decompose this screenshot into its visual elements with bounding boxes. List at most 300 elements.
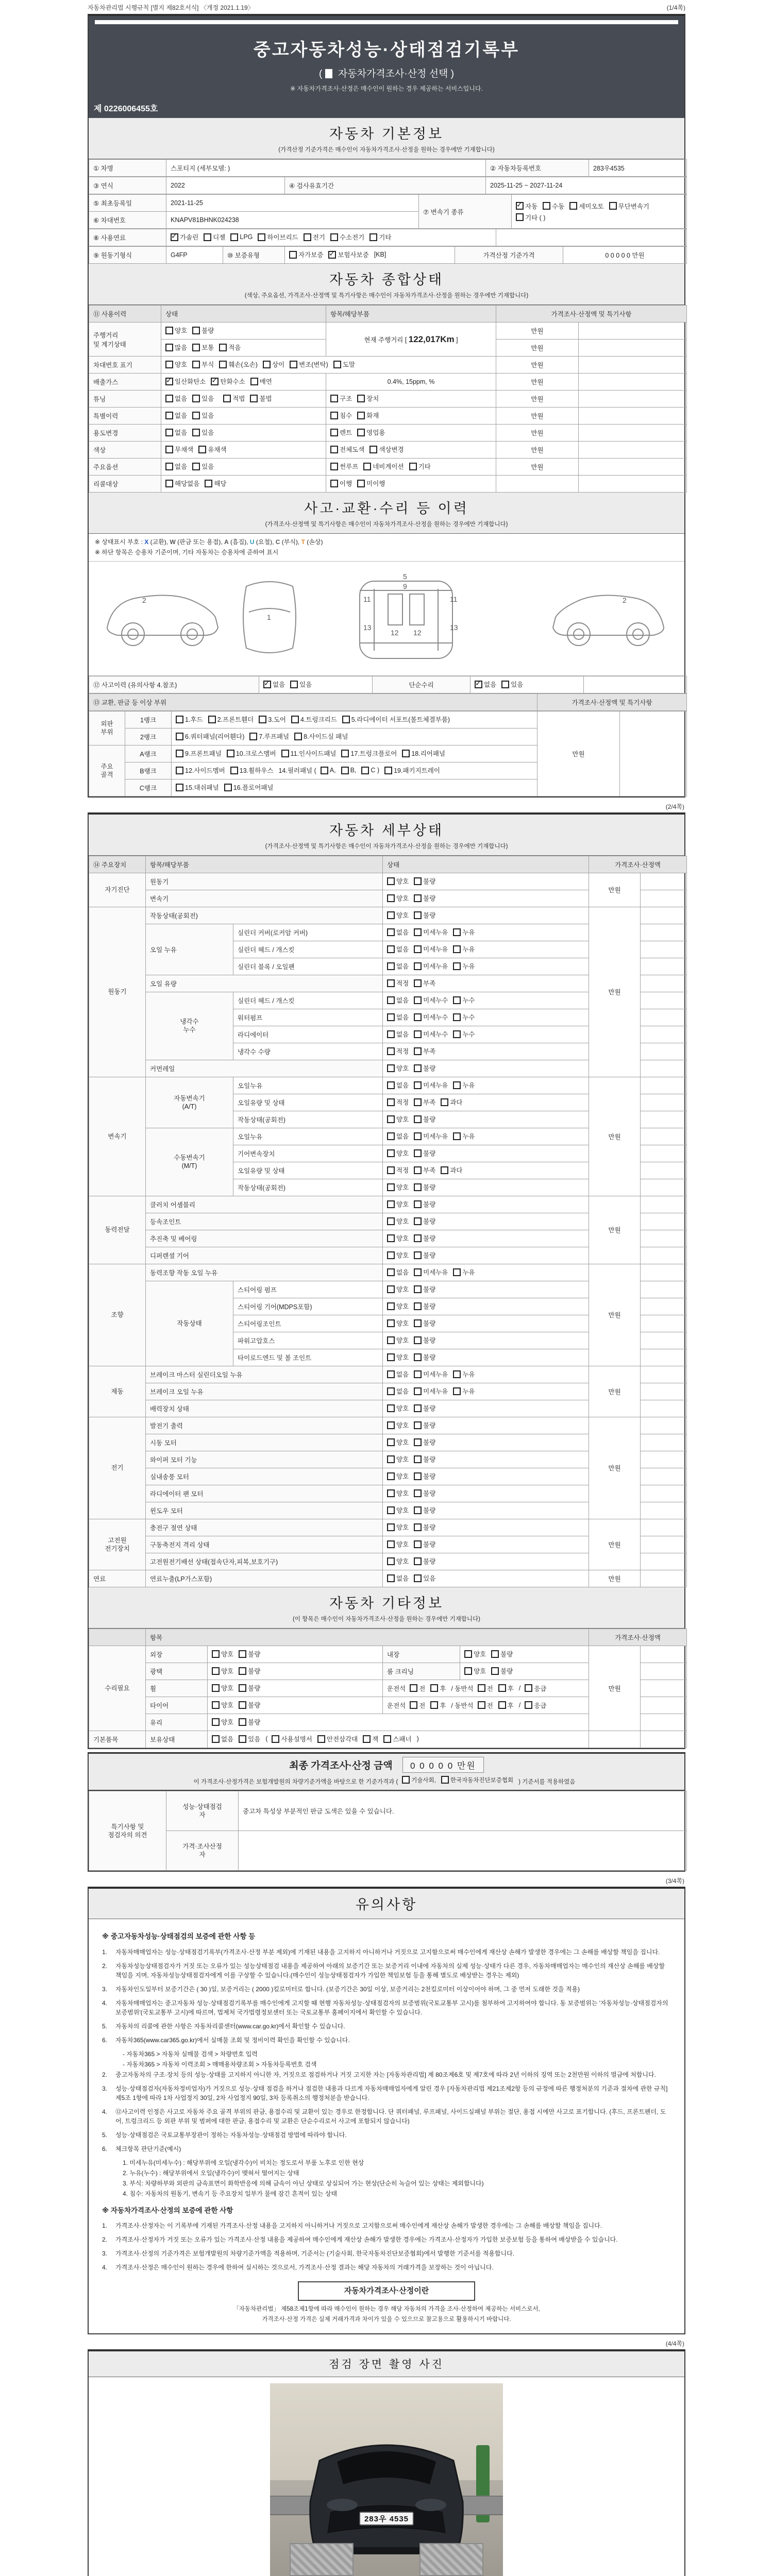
unchecked-box-icon <box>414 1438 422 1446</box>
checkbox-불량[interactable] <box>414 1216 435 1226</box>
checkbox-양호[interactable] <box>387 1148 409 1158</box>
detail-header <box>89 815 684 856</box>
checkbox-누유[interactable] <box>453 1131 475 1141</box>
checkbox-불량[interactable] <box>239 1683 260 1692</box>
checkbox-불량[interactable] <box>414 1063 435 1073</box>
checkbox-없음[interactable] <box>165 394 187 403</box>
checkbox-불량[interactable] <box>414 1539 435 1549</box>
value-cell: 파워고압호스 <box>233 1332 383 1349</box>
checkbox-무단변속기[interactable] <box>609 201 649 211</box>
checkbox-5.라디에이터-서포트(볼트체결부품)[interactable] <box>342 715 450 724</box>
checkbox-있음[interactable] <box>290 680 312 689</box>
checkbox-변조(변탁)[interactable] <box>290 360 328 369</box>
checkbox-양호[interactable] <box>387 876 409 886</box>
value-cell: 2021-11-25 <box>166 195 419 212</box>
checkbox-불량[interactable] <box>491 1649 513 1658</box>
detail-title: 자동차 세부상태 <box>329 822 444 838</box>
checkbox-불량[interactable] <box>192 326 214 335</box>
etc-subtitle: (이 항목은 매수인이 자동차가격조사·산정을 원하는 경우에만 기재합니다) <box>293 1616 480 1622</box>
unchecked-box-icon <box>453 1370 461 1378</box>
checkbox-없음[interactable] <box>165 462 187 471</box>
checkbox-후[interactable] <box>498 1701 514 1710</box>
checkbox-미세누유[interactable] <box>414 1386 448 1396</box>
checkbox-많음[interactable] <box>165 343 187 352</box>
checkbox-없음[interactable] <box>387 1267 409 1277</box>
notice-item-number: 1. <box>102 2222 108 2229</box>
etc-table <box>89 1629 684 1748</box>
checkbox-불량[interactable] <box>414 1471 435 1481</box>
option-cell <box>326 476 496 493</box>
checkbox-없음[interactable] <box>475 680 496 689</box>
checkbox-label: 양호 <box>396 1150 409 1158</box>
unchecked-box-icon <box>387 1387 395 1395</box>
checkbox-label: 가솔린 <box>180 234 199 242</box>
unchecked-box-icon <box>501 681 509 688</box>
checkbox-불량[interactable] <box>414 893 435 903</box>
checkbox-후[interactable] <box>430 1701 446 1710</box>
checkbox-누유[interactable] <box>453 961 475 971</box>
checkbox-양호[interactable] <box>387 1454 409 1464</box>
checkbox-있음[interactable] <box>192 394 214 403</box>
unchecked-box-icon <box>212 1684 220 1692</box>
unchecked-box-icon <box>212 1718 220 1726</box>
checkbox-미세누유[interactable] <box>414 944 448 954</box>
checkbox-불량[interactable] <box>414 1148 435 1158</box>
checkbox-응급[interactable] <box>525 1701 546 1710</box>
label-cell: 수동변속기 (M/T) <box>146 1128 233 1196</box>
table-row <box>89 1570 687 1587</box>
checkbox-양호[interactable] <box>387 1505 409 1515</box>
checkbox-불량[interactable] <box>414 1335 435 1345</box>
checkbox-LPG[interactable] <box>230 233 253 241</box>
checkbox-양호[interactable] <box>387 1114 409 1124</box>
checkbox-상이[interactable] <box>263 360 284 369</box>
checkbox-label: B, <box>350 767 357 774</box>
checkbox-불량[interactable] <box>239 1717 260 1726</box>
checkbox-양호[interactable] <box>387 1199 409 1209</box>
label-cell: 색상 <box>89 442 161 459</box>
checkbox-없음[interactable] <box>387 995 409 1005</box>
checkbox-불량[interactable] <box>414 1420 435 1430</box>
checkbox-미세누유[interactable] <box>414 1267 448 1277</box>
checkbox-과다[interactable] <box>441 1165 462 1175</box>
checkbox-label: 양호 <box>396 1422 409 1430</box>
checkbox-도말[interactable] <box>333 360 355 369</box>
checkbox-label: 세미오토 <box>579 202 604 210</box>
checkbox-양호[interactable] <box>387 1539 409 1549</box>
checkbox-자가보증[interactable] <box>289 250 323 259</box>
checkbox-전[interactable] <box>410 1684 425 1693</box>
checkbox-양호[interactable] <box>387 1182 409 1192</box>
option-cell <box>208 1680 383 1697</box>
checkbox-적정[interactable] <box>387 1046 409 1056</box>
value-cell: 만원 <box>589 1264 641 1366</box>
unchecked-box-icon <box>453 1030 461 1038</box>
checkbox-누유[interactable] <box>453 944 475 954</box>
checkbox-불량[interactable] <box>414 1403 435 1413</box>
checkbox-양호[interactable] <box>387 1233 409 1243</box>
checkbox-양호[interactable] <box>387 1352 409 1362</box>
value-cell: 상태 <box>161 306 326 323</box>
checkbox-8.사이드실-패널[interactable] <box>294 732 348 741</box>
checkbox-label: 누유 <box>462 1269 475 1277</box>
checkbox-있음[interactable] <box>192 428 214 437</box>
checkbox-없음[interactable] <box>387 1012 409 1022</box>
option-cell <box>383 1009 589 1026</box>
checkbox-양호[interactable] <box>387 1420 409 1430</box>
checkbox-양호[interactable] <box>212 1666 233 1675</box>
checkbox-10.크로스멤버[interactable] <box>227 749 276 758</box>
checkbox-이행[interactable] <box>330 479 352 488</box>
checkbox-누수[interactable] <box>453 1012 475 1022</box>
checkbox-없음[interactable] <box>165 411 187 420</box>
checkbox-색상변경[interactable] <box>369 445 404 454</box>
checkbox-불량[interactable] <box>414 876 435 886</box>
label-cell: 연료 <box>89 1570 146 1587</box>
checkbox-누유[interactable] <box>453 1080 475 1090</box>
checkbox-누수[interactable] <box>453 995 475 1005</box>
unchecked-box-icon <box>491 1650 499 1658</box>
checkbox-불량[interactable] <box>414 1505 435 1515</box>
checkbox-label: 양호 <box>221 1719 234 1726</box>
checkbox-양호[interactable] <box>387 1556 409 1566</box>
label-cell: 특기사항 및 점검자의 의견 <box>89 1791 166 1871</box>
checkbox-있음[interactable] <box>501 680 523 689</box>
notice-item <box>102 2221 671 2230</box>
checkbox-불량[interactable] <box>239 1666 260 1675</box>
checkbox-label: 많음 <box>175 344 188 352</box>
checkbox-15.대쉬패널[interactable] <box>176 783 219 792</box>
checkbox-영업용[interactable] <box>357 428 385 437</box>
checkbox-기술사회,[interactable] <box>402 1776 436 1784</box>
svg-text:13: 13 <box>363 623 372 632</box>
label-cell: 기본품목 <box>89 1731 146 1748</box>
checkbox-화재[interactable] <box>357 411 379 420</box>
checkbox-17.트렁크플로어[interactable] <box>341 749 397 758</box>
checkbox-label: 양호 <box>396 878 409 886</box>
checkbox-양호[interactable] <box>387 910 409 920</box>
checkbox-불량[interactable] <box>414 1182 435 1192</box>
checkbox-전체도색[interactable] <box>330 445 364 454</box>
checkbox-장치[interactable] <box>357 394 379 403</box>
checkbox-불량[interactable] <box>414 1114 435 1124</box>
checkbox-label: 무단변속기 <box>618 202 650 210</box>
checkbox-양호[interactable] <box>387 1284 409 1294</box>
checkbox-스패너[interactable] <box>383 1734 411 1743</box>
checkbox-label: 네비게이션 <box>373 463 404 471</box>
checkbox-기타[interactable] <box>409 462 431 471</box>
label-cell: 외판 부위 <box>89 711 125 745</box>
option-cell <box>326 442 496 459</box>
checkbox-양호[interactable] <box>387 1216 409 1226</box>
checkbox-사용설명서[interactable] <box>272 1734 312 1743</box>
checkbox-일산화탄소[interactable] <box>165 377 206 386</box>
checkbox-없음[interactable] <box>387 1369 409 1379</box>
checkbox-후[interactable] <box>498 1684 514 1693</box>
checkbox-불량[interactable] <box>414 1284 435 1294</box>
unchecked-box-icon <box>192 412 200 419</box>
checkbox-양호[interactable] <box>387 1488 409 1498</box>
checkbox-label: 없음 <box>484 681 497 689</box>
checkbox-불량[interactable] <box>414 1488 435 1498</box>
checkbox-양호[interactable] <box>212 1649 233 1658</box>
notice-item-text: 성능·상태점검은 국토교통부장관이 정하는 자동차성능·상태점검 방법에 따라야 합니다. <box>115 2131 347 2139</box>
checkbox-11.인사이드패널[interactable] <box>281 749 337 758</box>
checkbox-label: 불량 <box>248 1702 261 1709</box>
checkbox-전[interactable] <box>410 1701 425 1710</box>
checkbox-불량[interactable] <box>414 1301 435 1311</box>
checkbox-양호[interactable] <box>387 1250 409 1260</box>
checkbox-미세누유[interactable] <box>414 1369 448 1379</box>
checkbox-미세누유[interactable] <box>414 1080 448 1090</box>
checkbox-label: 훼손(오손) <box>228 361 258 369</box>
checkbox-구조[interactable] <box>330 394 352 403</box>
checkbox-탄화수소[interactable] <box>211 377 245 386</box>
checkbox-양호[interactable] <box>387 1335 409 1345</box>
checkbox-미세누수[interactable] <box>414 1012 448 1022</box>
option-cell <box>326 408 496 425</box>
checkbox-label: 양호 <box>396 895 409 903</box>
checkbox-수소전기[interactable] <box>330 232 364 242</box>
checkbox-없음[interactable] <box>387 1131 409 1141</box>
checkbox-양호[interactable] <box>387 893 409 903</box>
checkbox-침수[interactable] <box>330 411 352 420</box>
checkbox-적정[interactable] <box>387 978 409 988</box>
notice-item-number: 6. <box>102 2145 108 2153</box>
checkbox-있음[interactable] <box>239 1734 260 1743</box>
checkbox-미세누유[interactable] <box>414 1131 448 1141</box>
checkbox-label: 불량 <box>423 1507 436 1515</box>
checkbox-부족[interactable] <box>414 1165 435 1175</box>
unchecked-box-icon <box>414 1183 422 1191</box>
checkbox-2.프론트휀더[interactable] <box>208 715 254 724</box>
checkbox-없음[interactable] <box>387 961 409 971</box>
value-cell: 만원 <box>496 357 579 374</box>
checkbox-불량[interactable] <box>414 1318 435 1328</box>
checkbox-디젤[interactable] <box>204 232 225 242</box>
checkbox-1.후드[interactable] <box>176 715 203 724</box>
checkbox-과다[interactable] <box>441 1097 462 1107</box>
checkbox-네비게이션[interactable] <box>363 462 404 471</box>
checkbox-없음[interactable] <box>387 944 409 954</box>
checkbox-있음[interactable] <box>192 411 214 420</box>
checkbox-양호[interactable] <box>387 1063 409 1073</box>
checkbox-C-)[interactable] <box>361 767 379 774</box>
checkbox-없음[interactable] <box>165 428 187 437</box>
checkbox-잭[interactable] <box>363 1734 378 1743</box>
value-cell <box>641 1009 687 1026</box>
checkbox-해당[interactable] <box>205 479 226 488</box>
checkbox-12.사이드멤버[interactable] <box>176 766 225 775</box>
label-cell: 자동변속기 (A/T) <box>146 1077 233 1128</box>
checkbox-누유[interactable] <box>453 1267 475 1277</box>
checkbox-부족[interactable] <box>414 978 435 988</box>
legend-symbol-A: A <box>224 538 229 546</box>
value-cell: G4FP <box>166 247 223 264</box>
checkbox-없음[interactable] <box>387 1386 409 1396</box>
checkbox-6.쿼터패널(리어휀다)[interactable] <box>176 732 244 741</box>
option-cell <box>383 1434 589 1451</box>
notice-item <box>102 2144 671 2154</box>
value-cell: 기어변속장치 <box>233 1145 383 1162</box>
checkbox-label: 불량 <box>423 1541 436 1549</box>
checkbox-전[interactable] <box>478 1684 493 1693</box>
checkbox-무채색[interactable] <box>165 445 193 454</box>
checkbox-불량[interactable] <box>414 1437 435 1447</box>
checkbox-불량[interactable] <box>414 1556 435 1566</box>
option-cell <box>383 1094 589 1111</box>
checkbox-불량[interactable] <box>239 1700 260 1709</box>
label-cell: 실내송풍 모터 <box>146 1468 383 1485</box>
checkbox-유채색[interactable] <box>198 445 226 454</box>
checkbox-미세누수[interactable] <box>414 995 448 1005</box>
checkbox-미이행[interactable] <box>357 479 385 488</box>
checkbox-해당없음[interactable] <box>165 479 199 488</box>
value-cell <box>641 1366 687 1383</box>
checkbox-미세누수[interactable] <box>414 1029 448 1039</box>
notice-item-text: 가격조사·산정은 매수인이 원하는 경우에 한하여 실시하는 것으로서, 가격조사·산정 결과는 해당 자동차의 거래가격을 보장하는 것이 아닙니다. <box>115 2263 494 2271</box>
checkbox-렌트[interactable] <box>330 428 352 437</box>
label-cell: B랭크 <box>125 762 172 779</box>
unchecked-box-icon <box>414 1098 422 1106</box>
checkbox-양호[interactable] <box>464 1666 486 1675</box>
unchecked-box-icon <box>387 1302 395 1310</box>
checkbox-3.도어[interactable] <box>259 715 286 724</box>
checkbox-썬루프[interactable] <box>330 462 358 471</box>
checkbox-불법[interactable] <box>250 394 272 403</box>
checkbox-누수[interactable] <box>453 1029 475 1039</box>
value-cell <box>641 1128 687 1145</box>
checkbox-전[interactable] <box>478 1701 493 1710</box>
checkbox-있음[interactable] <box>192 462 214 471</box>
notice-item-number: 1. <box>102 1948 108 1956</box>
checkbox-보통[interactable] <box>192 343 214 352</box>
checkbox-불량[interactable] <box>414 1522 435 1532</box>
unchecked-box-icon <box>414 1217 422 1225</box>
checkbox-양호[interactable] <box>387 1437 409 1447</box>
checkbox-label: 없음 <box>396 929 409 937</box>
checkbox-부족[interactable] <box>414 1046 435 1056</box>
checkbox-label: 침수 <box>340 412 352 420</box>
checkbox-적정[interactable] <box>387 1165 409 1175</box>
checkbox-불량[interactable] <box>414 1454 435 1464</box>
checkbox-B,[interactable] <box>341 767 357 774</box>
checkbox-응급[interactable] <box>525 1684 546 1693</box>
checkbox-훼손(오손)[interactable] <box>219 360 258 369</box>
checkbox-후[interactable] <box>430 1684 446 1693</box>
checkbox-18.리어패널[interactable] <box>402 749 445 758</box>
unchecked-box-icon <box>387 1404 395 1412</box>
value-cell <box>641 1502 687 1519</box>
checkbox-불량[interactable] <box>414 1250 435 1260</box>
checkbox-16.플로어패널[interactable] <box>224 783 274 792</box>
checkbox-불량[interactable] <box>414 1233 435 1243</box>
checkbox-양호[interactable] <box>464 1649 486 1658</box>
checkbox-누유[interactable] <box>453 1386 475 1396</box>
checkbox-불량[interactable] <box>414 910 435 920</box>
unchecked-box-icon <box>387 945 395 953</box>
inline-label: / 동반석 <box>451 1685 474 1692</box>
checkbox-수동[interactable] <box>543 201 564 211</box>
checkbox-하이브리드[interactable] <box>258 232 298 242</box>
checkbox-불량[interactable] <box>414 1352 435 1362</box>
checkbox-세미오토[interactable] <box>569 201 603 211</box>
value-cell <box>641 1281 687 1298</box>
checkbox-한국자동차진단보증협회[interactable] <box>441 1776 513 1784</box>
opinion-table <box>89 1791 684 1871</box>
checkbox-불량[interactable] <box>491 1666 513 1675</box>
checkbox-가솔린[interactable] <box>171 232 198 242</box>
checkbox-자동[interactable] <box>516 201 537 211</box>
checkbox-부식[interactable] <box>192 360 214 369</box>
checkbox-적정[interactable] <box>387 1097 409 1107</box>
checkbox-양호[interactable] <box>165 360 187 369</box>
checkbox-label: 상이 <box>272 361 285 369</box>
value-cell: 항목/해당부품 <box>326 306 496 323</box>
checkbox-적법[interactable] <box>223 394 245 403</box>
unchecked-box-icon <box>387 1047 395 1055</box>
checkbox-양호[interactable] <box>387 1403 409 1413</box>
checkbox-양호[interactable] <box>212 1717 233 1726</box>
document-title: 중고자동차성능·상태점검기록부 <box>253 40 520 60</box>
checkbox-미세누유[interactable] <box>414 961 448 971</box>
checkbox-기타[interactable] <box>369 232 391 242</box>
checkbox-7.루프패널[interactable] <box>249 732 289 741</box>
notice-subline: 1. 미세누유(미세누수) : 해당부위에 오일(냉각수)이 비치는 정도로서 부품 노후로 인한 현상 <box>123 2159 364 2166</box>
value-cell: 실린더 블록 / 오일팬 <box>233 958 383 975</box>
checkbox-양호[interactable] <box>387 1301 409 1311</box>
checkbox-미세누유[interactable] <box>414 927 448 937</box>
checkbox-부족[interactable] <box>414 1097 435 1107</box>
checkbox-없음[interactable] <box>263 680 285 689</box>
checkbox-없음[interactable] <box>387 1029 409 1039</box>
checkbox-없음[interactable] <box>212 1734 233 1743</box>
checkbox-9.프론트패널[interactable] <box>176 749 222 758</box>
checkbox-양호[interactable] <box>165 326 187 335</box>
value-cell: 만원 <box>589 1570 641 1587</box>
checkbox-불량[interactable] <box>414 1199 435 1209</box>
checkbox-4.트렁크리드[interactable] <box>291 715 337 724</box>
checkbox-보험사보증[interactable] <box>328 250 368 259</box>
checkbox-없음[interactable] <box>387 1573 409 1583</box>
table-row <box>89 1077 687 1094</box>
checkbox-있음[interactable] <box>414 1573 435 1583</box>
checkbox-양호[interactable] <box>212 1683 233 1692</box>
checkbox-13.휠하우스[interactable] <box>230 766 274 775</box>
unchecked-box-icon <box>387 1438 395 1446</box>
checkbox-19.패키지트레이[interactable] <box>384 766 440 775</box>
checkbox-누유[interactable] <box>453 927 475 937</box>
checkbox-A,[interactable] <box>321 767 336 774</box>
checkbox-양호[interactable] <box>387 1471 409 1481</box>
checkbox-label: 일산화탄소 <box>175 378 206 386</box>
checkbox-기타-(-)[interactable] <box>516 213 545 222</box>
checkbox-없음[interactable] <box>387 927 409 937</box>
checkbox-안전삼각대[interactable] <box>317 1734 358 1743</box>
checkbox-양호[interactable] <box>387 1522 409 1532</box>
checkbox-매연[interactable] <box>250 377 272 386</box>
unchecked-box-icon <box>239 1684 246 1692</box>
checkbox-불량[interactable] <box>239 1649 260 1658</box>
checkbox-없음[interactable] <box>387 1080 409 1090</box>
checkbox-양호[interactable] <box>212 1700 233 1709</box>
unchecked-box-icon <box>239 1735 246 1743</box>
checkbox-누유[interactable] <box>453 1369 475 1379</box>
unchecked-box-icon <box>384 767 392 774</box>
checkbox-양호[interactable] <box>387 1318 409 1328</box>
checkbox-전기[interactable] <box>304 232 325 242</box>
checkbox-적음[interactable] <box>219 343 241 352</box>
